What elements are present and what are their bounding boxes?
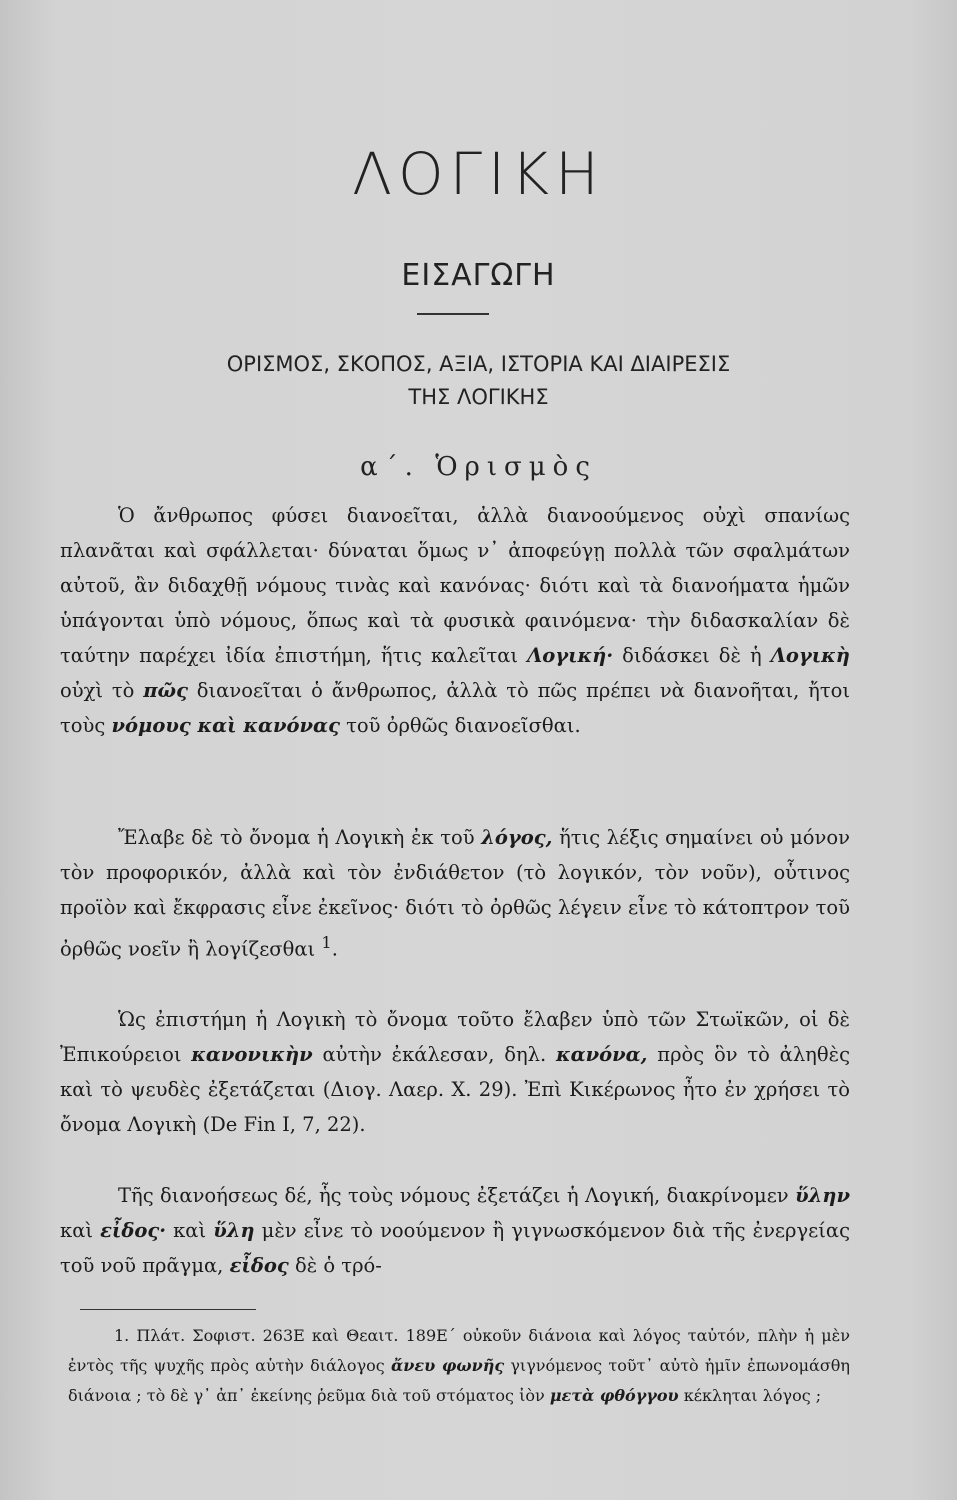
emphasis: κανονικὴν (191, 1043, 313, 1066)
text-run: διδάσκει δὲ ἡ (613, 644, 771, 667)
text-run: δὲ ὁ τρό- (288, 1254, 382, 1277)
page-subtitle: ΕΙΣΑΓΩΓΗ (401, 258, 556, 293)
footnote-marker[interactable]: 1 (321, 933, 332, 952)
paragraph-4 (60, 1178, 850, 1283)
text-run: οὐχὶ τὸ (60, 679, 144, 702)
emphasis: νόμους καὶ κανόνας (111, 714, 340, 737)
emphasis: ὕλην (795, 1184, 850, 1207)
paragraph-1 (60, 498, 850, 743)
text-run: ἥτις λέξις σημαίνει οὐ μόνον τὸν προφορικόν, ἀλλὰ καὶ τὸν ἐνδιάθετον (τὸ λογικόν, τὸν νοῦν), οὗτινος προϊὸν καὶ ἔκφρασις εἶνε ἐκεῖνος· διότι τὸ ὀρθῶς λέγειν εἶνε τὸ κάτοπτρον τοῦ ὀρθῶς νοεῖν ἢ λογίζεσθαι (60, 826, 850, 961)
paragraph-2 (60, 820, 850, 967)
footnote (68, 1321, 850, 1411)
emphasis: πῶς (143, 679, 188, 702)
text-run: γιγνόμενος τοῦτ᾽ αὐτὸ ἡμῖν ἐπωνομάσθη διάνοια ; τὸ δὲ γ᾽ ἀπ᾽ ἐκείνης ῥεῦμα διὰ τοῦ στόματος ἰὸν (68, 1356, 851, 1405)
text-run: διανοεῖται ὁ ἄνθρωπος, ἀλλὰ τὸ πῶς πρέπει νὰ διανοῆται, ἤτοι τοὺς (60, 679, 850, 737)
text-run: καὶ (60, 1219, 101, 1242)
chapter-heading-line-1: ΟΡΙΣΜΟΣ, ΣΚΟΠΟΣ, ΑΞΙΑ, ΙΣΤΟΡΙΑ ΚΑΙ ΔΙΑΙΡΕΣΙΣ (226, 352, 731, 376)
text-run: Τῆς διανοήσεως δέ, ἧς τοὺς νόμους ἐξετάζει ἡ Λογική, διακρίνομεν (118, 1184, 796, 1207)
emphasis: εἶδος (229, 1254, 289, 1277)
text-run: Ὁ ἄνθρωπος φύσει διανοεῖται, ἀλλὰ διανοούμενος οὐχὶ σπανίως πλανᾶται καὶ σφάλλεται· δύναται ὅμως ν᾽ ἀποφεύγῃ πολλὰ τῶν σφαλμάτων αὐτοῦ, ἂν διδαχθῇ νόμους τινὰς καὶ κανόνας· διότι καὶ τὰ διανοήματα ἡμῶν ὑπάγονται ὑπὸ νόμους, ὅπως καὶ τὰ φυσικὰ φαινόμενα· τὴν διδασκαλίαν δὲ ταύτην παρέχει ἰδία ἐπιστήμη, ἥτις καλεῖται (60, 504, 850, 667)
text-run: καὶ (166, 1219, 214, 1242)
text-run: . (331, 937, 338, 961)
emphasis: λόγος, (481, 826, 553, 849)
chapter-heading-line-2: ΤΗΣ ΛΟΓΙΚΗΣ (408, 385, 549, 409)
emphasis: Λογικὴ (770, 644, 850, 667)
text-run: Ὡς ἐπιστήμη ἡ Λογικὴ τὸ ὄνομα τοῦτο ἔλαβεν ὑπὸ τῶν Στωϊκῶν, οἱ δὲ Ἐπικούρειοι (60, 1008, 850, 1066)
text-run: αὐτὴν ἐκάλεσαν, δηλ. (312, 1043, 556, 1066)
paragraph-3 (60, 1002, 850, 1142)
text-run: 1. Πλάτ. Σοφιστ. 263Ε καὶ Θεαιτ. 189Ε΄ οὐκοῦν διάνοια καὶ λόγος ταὐτόν, πλὴν ἡ μὲν ἐντὸς τῆς ψυχῆς πρὸς αὑτὴν διάλογος (68, 1326, 850, 1375)
emphasis: κανόνα, (555, 1043, 648, 1066)
emphasis: Λογική· (527, 644, 614, 667)
emphasis: μετὰ φθόγγου (549, 1386, 679, 1405)
section-title: α΄. Ὁρισμὸς (360, 452, 597, 482)
footnote-divider (80, 1309, 256, 1310)
text-run: πρὸς ὃν τὸ ἀληθὲς καὶ τὸ ψευδὲς ἐξετάζεται (Διογ. Λαερ. Χ. 29). Ἐπὶ Κικέρωνος ἦτο ἐν χρήσει τὸ ὄνομα Λογικὴ (De Fin I, 7, 22). (60, 1043, 850, 1136)
text-run: κέκληται λόγος ; (678, 1386, 822, 1405)
emphasis: εἶδος· (100, 1219, 167, 1242)
text-run: τοῦ ὀρθῶς διανοεῖσθαι. (339, 714, 581, 737)
emphasis: ἄνευ φωνῆς (390, 1356, 505, 1375)
page-title: ΛΟΓΙΚΗ (352, 140, 605, 208)
text-run: Ἔλαβε δὲ τὸ ὄνομα ἡ Λογικὴ ἐκ τοῦ (118, 826, 482, 849)
title-divider (417, 313, 489, 315)
text-run: μὲν εἶνε τὸ νοούμενον ἢ γιγνωσκόμενον διὰ τῆς ἐνεργείας τοῦ νοῦ πρᾶγμα, (60, 1219, 850, 1277)
emphasis: ὕλη (213, 1219, 255, 1242)
